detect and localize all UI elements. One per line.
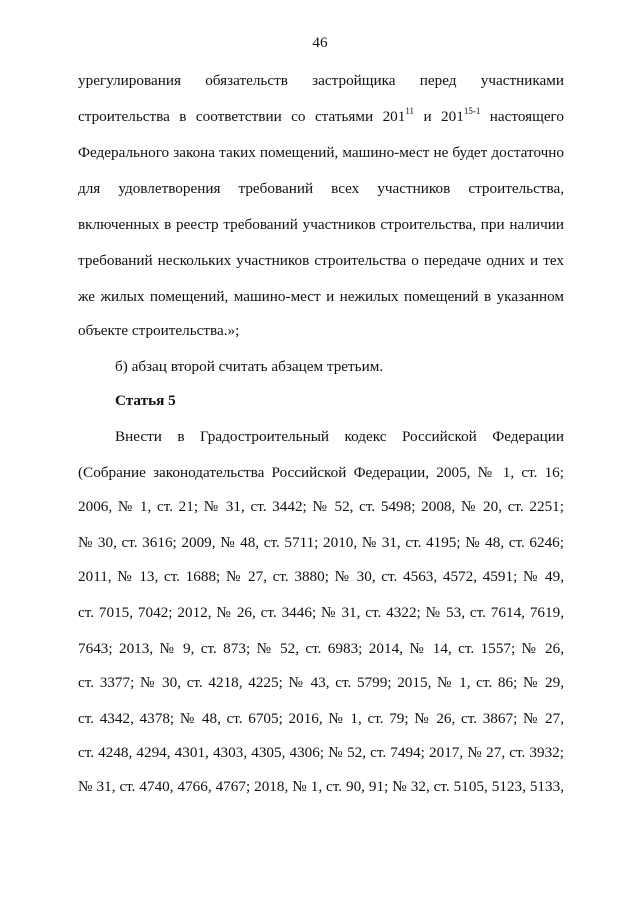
page-number: 46 <box>312 34 328 51</box>
text-line: 2006, № 1, ст. 21; № 31, ст. 3442; № 52, ст. 5498; 2008, № 20, ст. 2251; <box>78 498 564 515</box>
text-line: № 31, ст. 4740, 4766, 4767; 2018, № 1, ст. 90, 91; № 32, ст. 5105, 5123, 5133, <box>78 778 564 795</box>
text-line: Федерального закона таких помещений, машино-мест не будет достаточно <box>78 144 564 161</box>
text-line: объекте строительства.»; <box>78 322 240 339</box>
text-line: для удовлетворения требований всех участников строительства, <box>78 180 564 197</box>
text-line: урегулирования обязательств застройщика перед участниками <box>78 72 564 89</box>
text-line: 7643; 2013, № 9, ст. 873; № 52, ст. 6983; 2014, № 14, ст. 1557; № 26, <box>78 640 564 657</box>
text-line: № 30, ст. 3616; 2009, № 48, ст. 5711; 2010, № 31, ст. 4195; № 48, ст. 6246; <box>78 534 564 551</box>
superscript: 11 <box>405 106 415 116</box>
text-line: включенных в реестр требований участников строительства, при наличии <box>78 216 564 233</box>
text-line: ст. 7015, 7042; 2012, № 26, ст. 3446; № 31, ст. 4322; № 53, ст. 7614, 7619, <box>78 604 564 621</box>
text-line: б) абзац второй считать абзацем третьим. <box>115 358 384 375</box>
text-line: ст. 3377; № 30, ст. 4218, 4225; № 43, ст. 5799; 2015, № 1, ст. 86; № 29, <box>78 674 564 691</box>
text-segment: и 201 <box>414 108 464 125</box>
text-segment: настоящего <box>480 108 565 125</box>
text-line: (Собрание законодательства Российской Федерации, 2005, № 1, ст. 16; <box>78 464 564 481</box>
text-line: Внести в Градостроительный кодекс Российской Федерации <box>115 428 564 445</box>
text-line: 2011, № 13, ст. 1688; № 27, ст. 3880; № 30, ст. 4563, 4572, 4591; № 49, <box>78 568 564 585</box>
text-line: ст. 4342, 4378; № 48, ст. 6705; 2016, № 1, ст. 79; № 26, ст. 3867; № 27, <box>78 710 564 727</box>
text-segment: строительства в соответствии со статьями 201 <box>78 108 406 125</box>
superscript: 15-1 <box>463 106 481 116</box>
text-line-with-superscripts <box>78 106 564 128</box>
article-heading: Статья 5 <box>115 392 176 409</box>
text-line: же жилых помещений, машино-мест и нежилых помещений в указанном <box>78 288 564 305</box>
text-line: требований нескольких участников строительства о передаче одних и тех <box>78 252 564 269</box>
text-line: ст. 4248, 4294, 4301, 4303, 4305, 4306; № 52, ст. 7494; 2017, № 27, ст. 3932; <box>78 744 564 761</box>
